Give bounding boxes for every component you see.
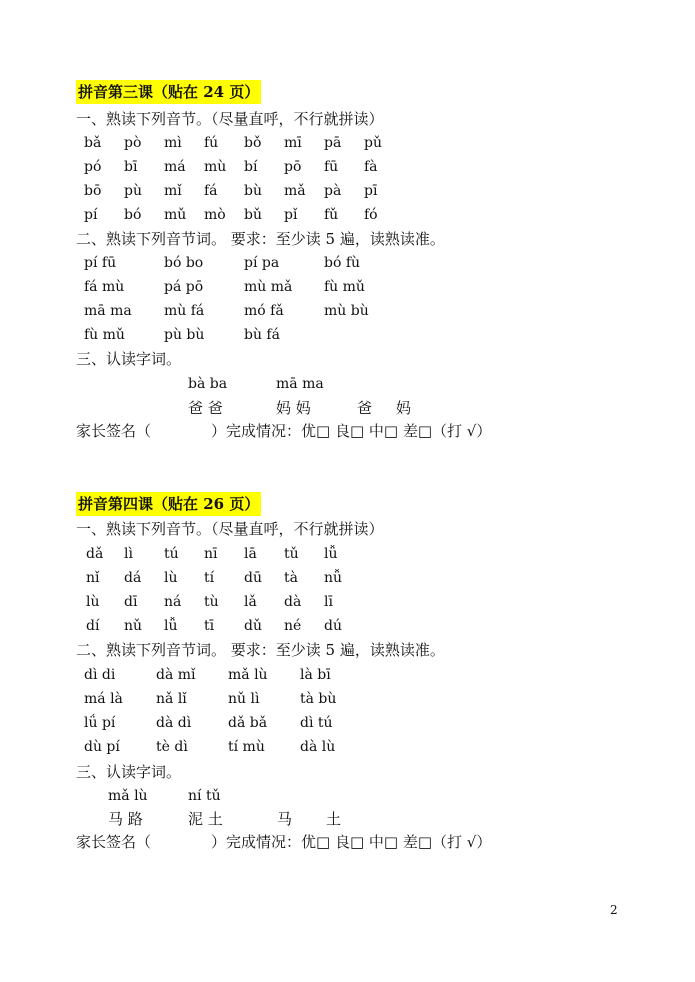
lesson3-word-cell: fù mǔ [84,327,125,343]
lesson3-section3-heading: 三、认读字词。 [76,350,182,368]
lesson3-syllable-cell: fú [204,135,219,151]
lesson3-syllable-cell: fǔ [324,207,339,223]
lesson3-section1-heading: 一、熟读下列音节。（尽量直呼，不行就拼读） [76,110,384,128]
lesson4-syllable-cell: dī [124,594,138,610]
lesson4-syllable-cell: lā [244,546,257,562]
lesson3-syllable-cell: bù [244,183,262,199]
lesson4-pinyin-word: mǎ lù [108,788,148,804]
lesson3-syllable-cell: fà [364,159,378,175]
lesson3-word-cell: bó fù [324,255,361,271]
lesson4-hanzi-word: 泥 土 [188,810,223,828]
lesson4-word-cell: tè dì [156,739,188,755]
lesson3-syllable-cell: pǐ [284,207,298,223]
lesson4-syllable-cell: lù [164,570,178,586]
lesson4-word-cell: má là [84,691,123,707]
lesson4-syllable-cell: lǎ [244,594,257,610]
lesson4-syllable-cell: dǔ [244,618,262,634]
lesson4-syllable-cell: tī [204,618,215,634]
lesson3-syllable-cell: bǒ [244,135,262,151]
lesson4-syllable-cell: tà [284,570,298,586]
lesson4-word-cell: dù pí [84,739,120,755]
lesson3-word-cell: mù fá [164,303,205,319]
lesson4-word-cell: tà bù [300,691,337,707]
lesson3-syllable-cell: mù [204,159,227,175]
lesson3-word-cell: fù mǔ [324,279,365,295]
lesson3-syllable-cell: pò [124,135,142,151]
lesson3-syllable-cell: pǔ [364,135,382,151]
lesson3-syllable-cell: bī [124,159,138,175]
lesson4-syllable-cell: nī [204,546,218,562]
lesson4-parent-signature-line: 家长签名（ ）完成情况：优□ 良□ 中□ 差□（打 √） [76,833,492,851]
lesson4-word-cell: nǎ lǐ [156,691,187,707]
lesson3-syllable-cell: mì [164,135,182,151]
lesson3-syllable-cell: mī [284,135,302,151]
lesson4-word-cell: dǎ bǎ [228,715,268,731]
lesson3-pinyin-word: mā ma [276,376,324,392]
lesson3-word-cell: bù fá [244,327,280,343]
lesson3-word-cell: mù mǎ [244,279,293,295]
lesson4-word-cell: mǎ lù [228,667,268,683]
lesson4-section3-heading: 三、认读字词。 [76,763,182,781]
lesson3-title: 拼音第三课（贴在 24 页） [76,80,261,104]
lesson3-syllable-cell: bó [124,207,142,223]
lesson4-syllable-cell: tǔ [284,546,299,562]
lesson3-syllable-cell: bí [244,159,258,175]
lesson3-word-cell: mā ma [84,303,132,319]
lesson3-hanzi-char: 爸 [357,399,373,417]
lesson3-hanzi-char: 妈 [396,399,412,417]
lesson4-word-cell: tí mù [228,739,265,755]
lesson3-syllable-cell: fó [364,207,378,223]
lesson4-syllable-cell: lì [124,546,133,562]
lesson3-syllable-cell: pō [284,159,302,175]
lesson4-word-cell: dì di [84,667,116,683]
lesson4-word-cell: là bī [300,667,331,683]
lesson4-word-cell: dì tú [300,715,333,731]
lesson4-syllable-cell: nǚ [324,570,343,586]
lesson3-syllable-cell: bǎ [84,135,102,151]
lesson4-syllable-cell: nǔ [124,618,143,634]
lesson4-word-cell: lǘ pí [84,715,116,731]
lesson4-word-cell: dà dì [156,715,192,731]
lesson3-parent-signature-line: 家长签名（ ）完成情况：优□ 良□ 中□ 差□（打 √） [76,422,492,440]
lesson3-syllable-cell: pī [364,183,378,199]
lesson4-word-cell: nǔ lì [228,691,260,707]
lesson3-syllable-cell: pà [324,183,342,199]
page-number: 2 [610,903,618,917]
lesson4-hanzi-word: 马 路 [108,810,143,828]
lesson3-syllable-cell: bō [84,183,102,199]
lesson4-title: 拼音第四课（贴在 26 页） [76,492,261,516]
lesson3-syllable-cell: pí [84,207,98,223]
lesson4-syllable-cell: dá [124,570,142,586]
lesson3-syllable-cell: má [164,159,186,175]
lesson4-syllable-cell: dǎ [86,546,104,562]
lesson3-section2-heading: 二、熟读下列音节词。 要求：至少读 5 遍，读熟读准。 [76,230,445,248]
lesson3-syllable-cell: pù [124,183,142,199]
lesson3-word-cell: pí fū [84,255,117,271]
lesson3-syllable-cell: pā [324,135,342,151]
lesson4-hanzi-char: 土 [326,810,342,828]
lesson4-syllable-cell: ná [164,594,182,610]
lesson3-word-cell: mù bù [324,303,369,319]
lesson3-syllable-cell: fū [324,159,339,175]
lesson4-word-cell: dà lù [300,739,336,755]
lesson4-syllable-cell: tù [204,594,219,610]
lesson3-syllable-cell: mǐ [164,183,182,199]
lesson3-word-cell: pá pō [164,279,204,295]
lesson3-word-cell: pí pa [244,255,280,271]
lesson4-syllable-cell: lǚ [324,546,338,562]
lesson3-syllable-cell: mǎ [284,183,306,199]
lesson3-word-cell: mó fǎ [244,303,284,319]
lesson4-syllable-cell: dí [86,618,100,634]
lesson3-word-cell: bó bo [164,255,204,271]
lesson3-syllable-cell: mò [204,207,226,223]
lesson4-syllable-cell: dà [284,594,302,610]
lesson3-syllable-cell: bǔ [244,207,262,223]
lesson4-hanzi-char: 马 [277,810,293,828]
lesson3-hanzi-word: 爸 爸 [188,399,223,417]
lesson4-section2-heading: 二、熟读下列音节词。 要求：至少读 5 遍，读熟读准。 [76,641,445,659]
lesson3-syllable-cell: mǔ [164,207,187,223]
lesson4-syllable-cell: nǐ [86,570,100,586]
lesson4-syllable-cell: tí [204,570,215,586]
lesson4-pinyin-word: ní tǔ [188,788,221,804]
lesson4-syllable-cell: né [284,618,302,634]
lesson3-syllable-cell: pó [84,159,102,175]
lesson4-syllable-cell: lù [86,594,100,610]
lesson3-word-cell: pù bù [164,327,205,343]
lesson3-word-cell: fá mù [84,279,125,295]
lesson4-syllable-cell: lī [324,594,333,610]
lesson4-word-cell: dà mǐ [156,667,196,683]
lesson4-syllable-cell: tú [164,546,179,562]
lesson4-syllable-cell: dú [324,618,342,634]
lesson4-syllable-cell: dū [244,570,262,586]
lesson3-hanzi-word: 妈 妈 [276,399,311,417]
lesson4-section1-heading: 一、熟读下列音节。（尽量直呼，不行就拼读） [76,520,384,538]
lesson3-pinyin-word: bà ba [188,376,228,392]
lesson3-syllable-cell: fá [204,183,218,199]
lesson4-syllable-cell: lǚ [164,618,178,634]
